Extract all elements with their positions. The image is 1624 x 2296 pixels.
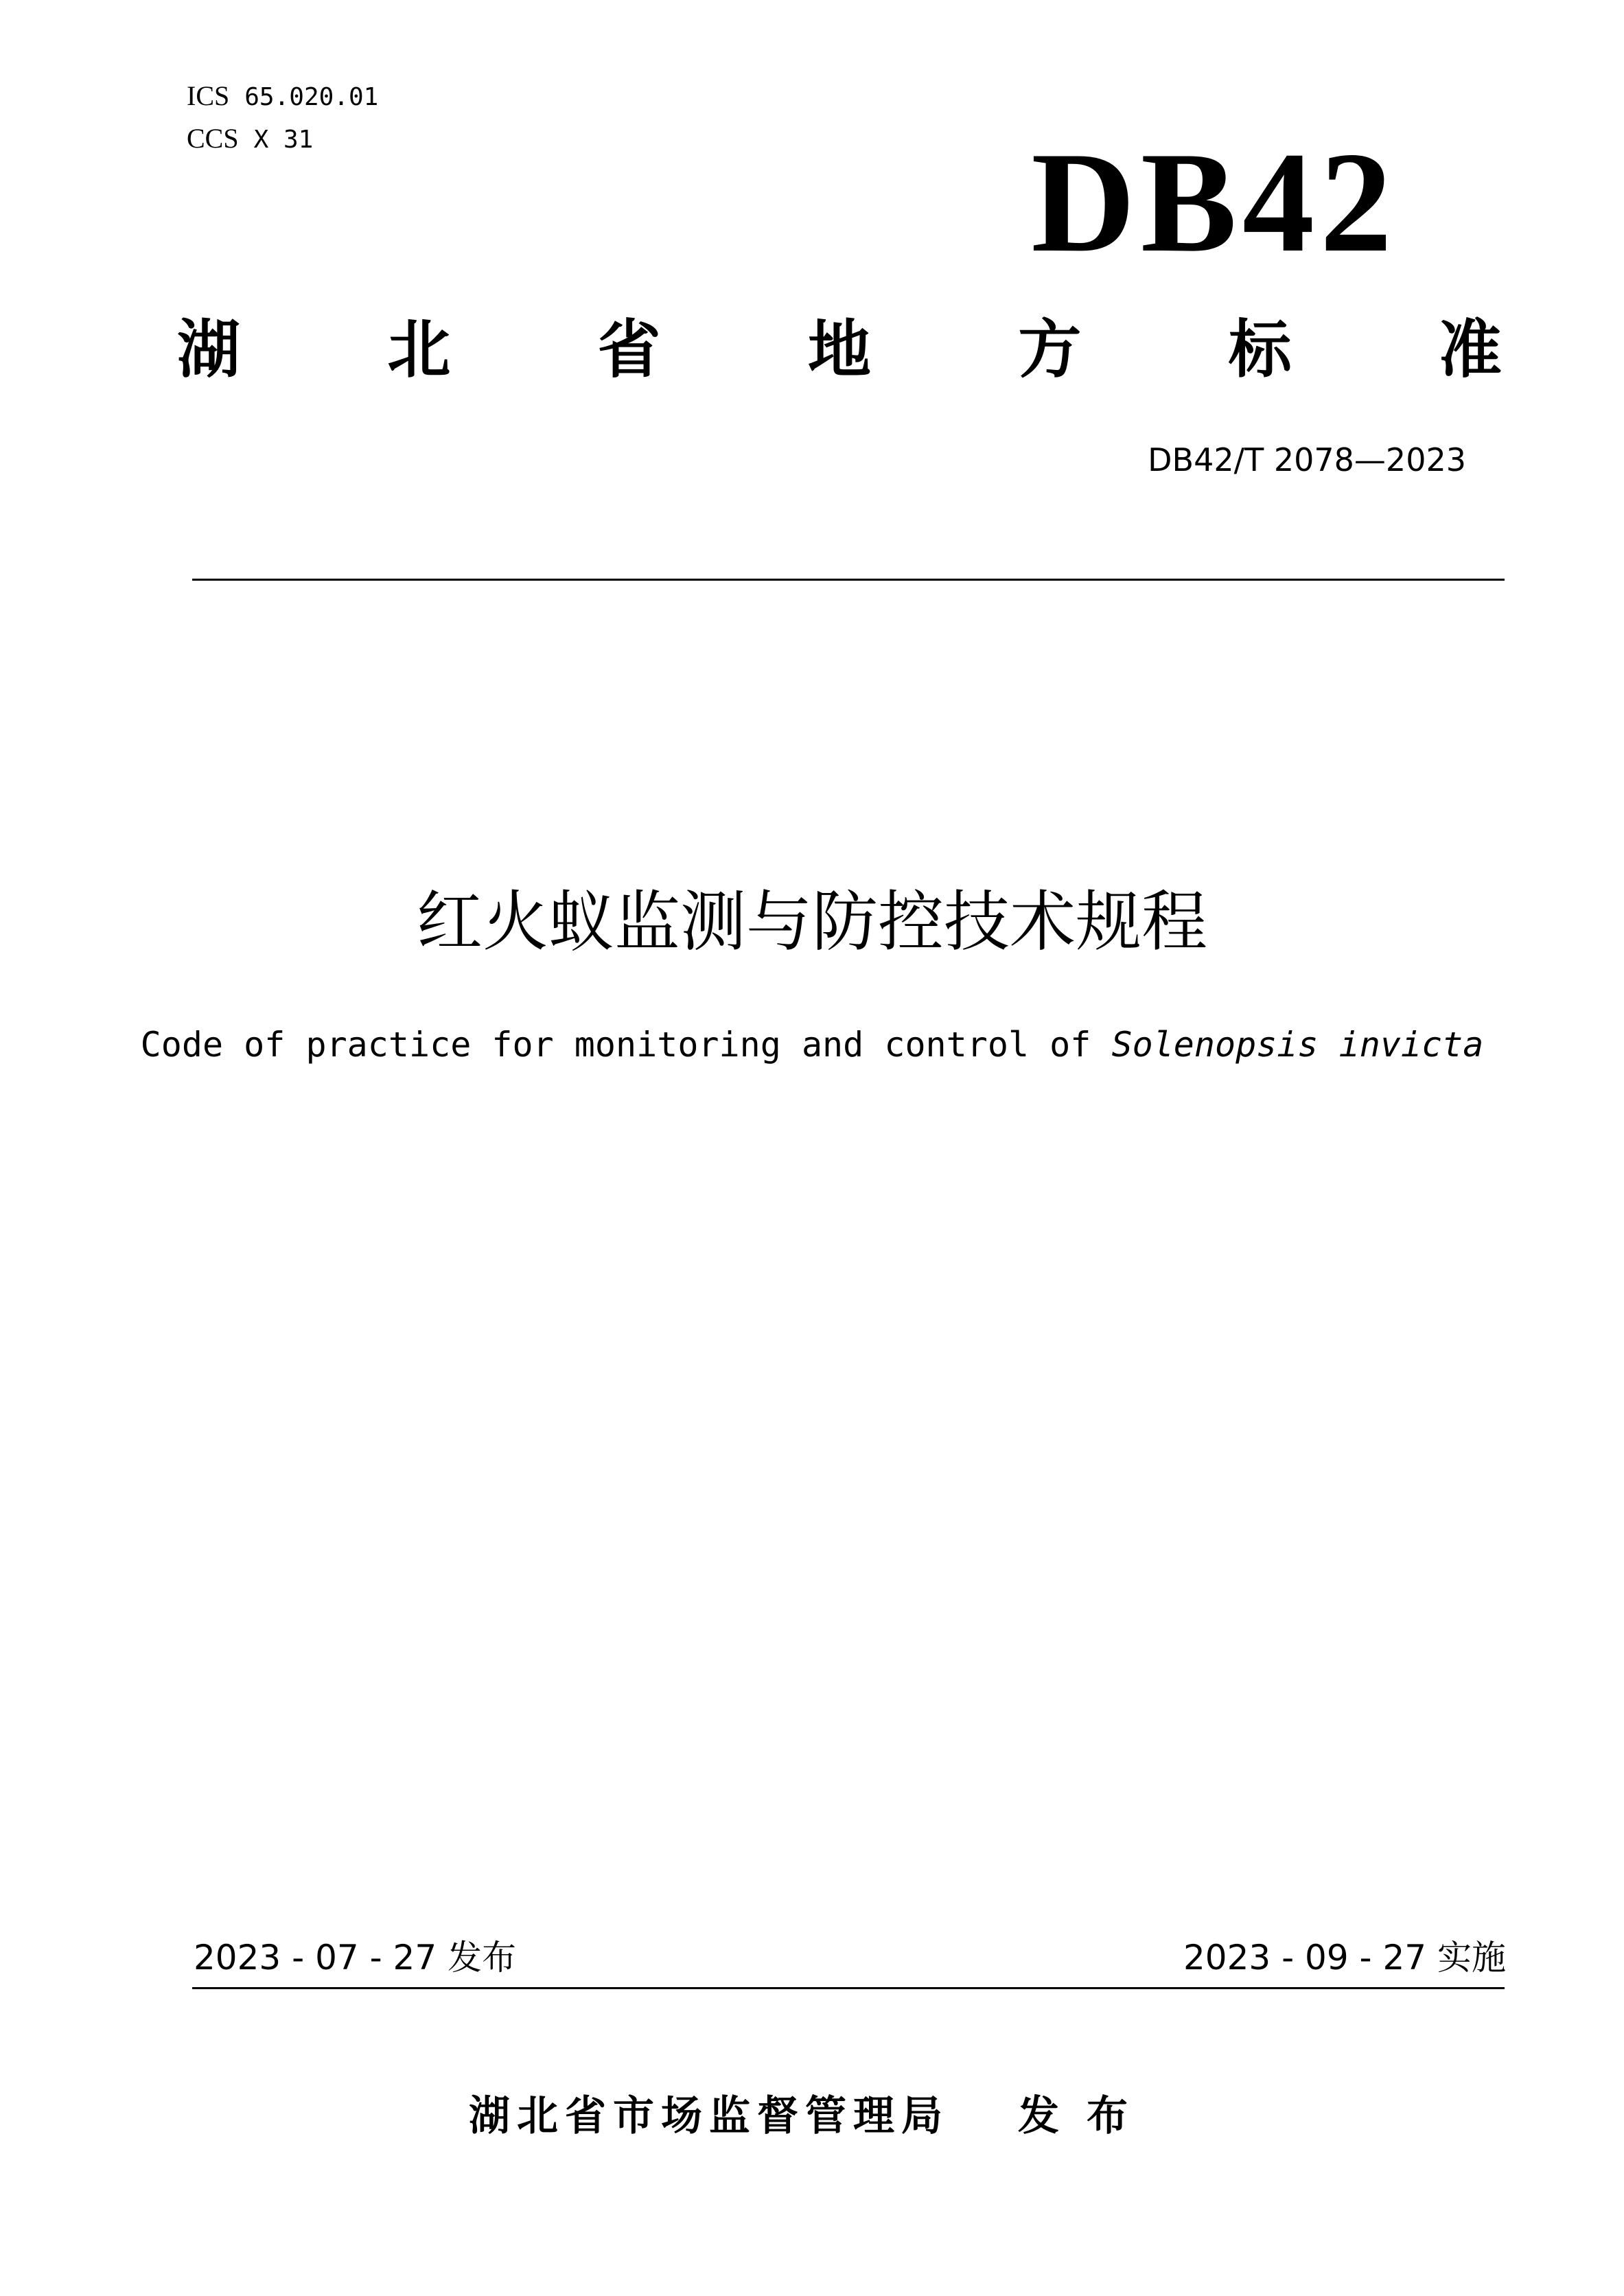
ics-label: ICS [187,80,230,111]
standard-type-char: 湖 [177,313,241,386]
title-chinese: 红火蚁监测与防控技术规程 [417,883,1207,960]
issuer-name: 湖北省市场监督管理局 [469,2092,949,2140]
issuer-line [0,2090,1624,2142]
ics-code [187,77,378,117]
ccs-code [187,119,313,159]
standard-type-char: 方 [1018,313,1082,386]
effective-date: 2023 - 09 - 27 实施 [1183,1938,1506,1978]
ccs-value: X 31 [253,126,314,154]
ccs-label: CCS [187,123,239,154]
standard-type-char: 标 [1228,313,1292,386]
ics-value: 65.020.01 [244,83,379,111]
standard-logo: DB42 [1031,123,1397,282]
standard-type-char: 地 [807,313,871,386]
title-english-prefix: Code of practice for monitoring and control of [140,1025,1112,1065]
standard-type-char: 准 [1438,313,1502,386]
release-date: 2023 - 07 - 27 发布 [194,1938,517,1978]
standard-number: DB42/T 2078—2023 [1148,441,1466,478]
title-english-species: Solenopsis invicta [1111,1025,1484,1065]
standard-type-char: 省 [597,313,661,386]
standard-type-char: 北 [387,313,451,386]
bottom-divider [192,1987,1505,1989]
standard-type-heading [177,312,1502,388]
issuer-action: 发布 [1018,2092,1155,2140]
top-divider [192,579,1505,581]
title-english [0,1023,1624,1067]
